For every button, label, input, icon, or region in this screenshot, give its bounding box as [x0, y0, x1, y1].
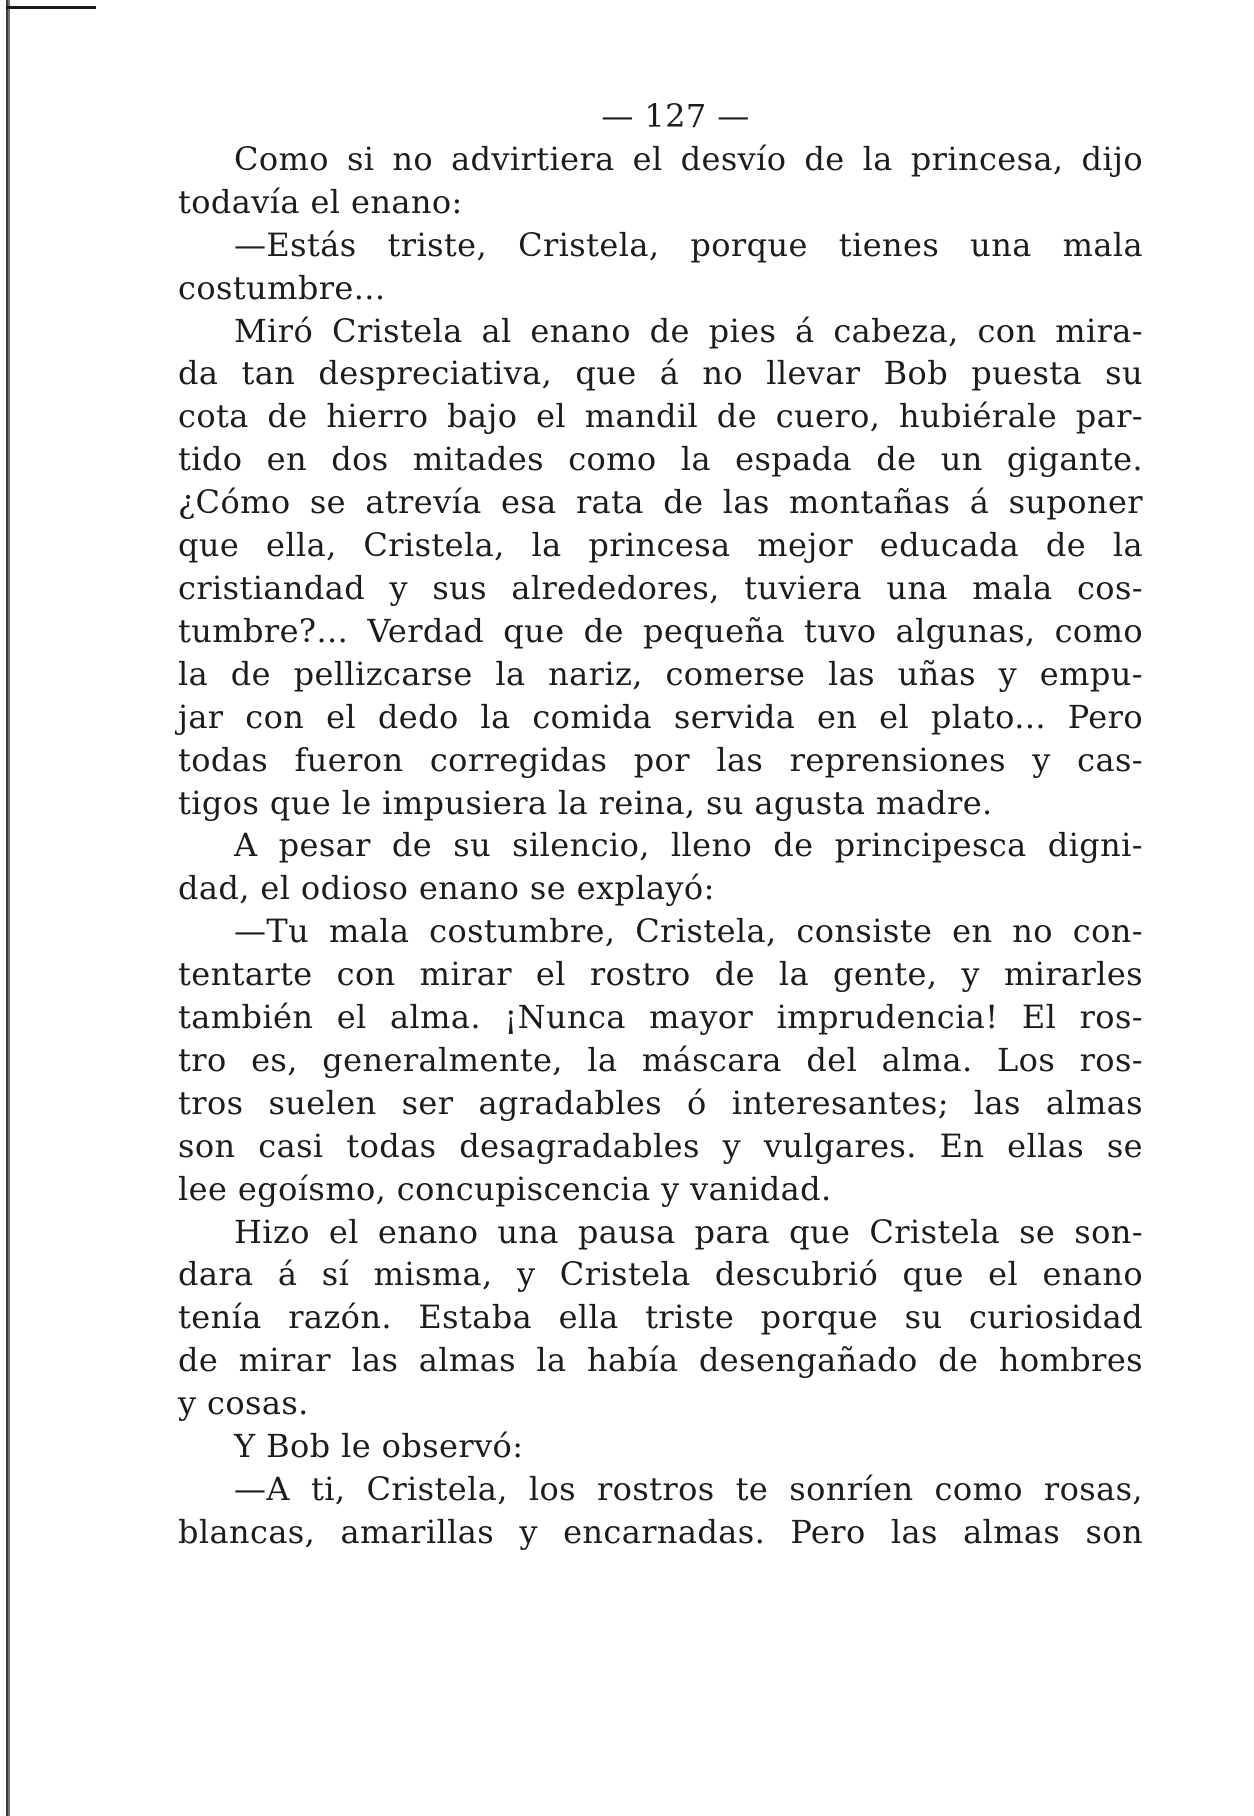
text-line: todas fueron corregidas por las reprensiones y cas-: [178, 740, 1143, 779]
text-line: tros suelen ser agradables ó interesantes; las almas: [178, 1083, 1143, 1122]
text-line: ¿Cómo se atrevía esa rata de las montañas á suponer: [178, 483, 1143, 522]
text-line: Como si no advirtiera el desvío de la princesa, dijo: [234, 139, 1143, 178]
binding-edge: [6, 0, 12, 1816]
text-line: también el alma. ¡Nunca mayor imprudencia! El ros-: [178, 998, 1143, 1037]
text-line: tigos que le impusiera la reina, su agusta madre.: [178, 783, 993, 822]
text-line: —Estás triste, Cristela, porque tienes una mala: [234, 225, 1143, 264]
text-line: A pesar de su silencio, lleno de principesca digni-: [234, 826, 1143, 865]
text-line: que ella, Cristela, la princesa mejor educada de la: [178, 526, 1143, 565]
text-line: costumbre...: [178, 268, 386, 307]
text-line: dara á sí misma, y Cristela descubrió que el enano: [178, 1255, 1143, 1294]
page-number: — 127 —: [601, 97, 750, 135]
text-line: todavía el enano:: [178, 182, 463, 221]
text-line: tentarte con mirar el rostro de la gente, y mirarles: [178, 955, 1143, 994]
text-line: jar con el dedo la comida servida en el plato... Pero: [178, 697, 1143, 736]
text-line: —Tu mala costumbre, Cristela, consiste en no con-: [234, 912, 1143, 951]
text-line: da tan despreciativa, que á no llevar Bob puesta su: [178, 354, 1143, 393]
text-line: de mirar las almas la había desengañado de hombres: [178, 1341, 1143, 1380]
text-line: Miró Cristela al enano de pies á cabeza, con mira-: [234, 311, 1143, 350]
text-line: tumbre?... Verdad que de pequeña tuvo algunas, como: [178, 611, 1143, 650]
text-line: cristiandad y sus alrededores, tuviera una mala cos-: [178, 568, 1143, 607]
text-line: tido en dos mitades como la espada de un gigante.: [178, 440, 1143, 479]
text-line: tenía razón. Estaba ella triste porque su curiosidad: [178, 1298, 1143, 1337]
text-line: Hizo el enano una pausa para que Cristela se son-: [234, 1212, 1143, 1251]
page-text-block: [178, 95, 1143, 1554]
text-line: blancas, amarillas y encarnadas. Pero las almas son: [178, 1512, 1143, 1551]
text-line: tro es, generalmente, la máscara del alma. Los ros-: [178, 1040, 1143, 1079]
text-lines: [178, 138, 1143, 1554]
text-line: lee egoísmo, concupiscencia y vanidad.: [178, 1169, 832, 1208]
binding-corner: [6, 6, 96, 9]
text-line: son casi todas desagradables y vulgares. En ellas se: [178, 1126, 1143, 1165]
text-line: la de pellizcarse la nariz, comerse las uñas y empu-: [178, 654, 1143, 693]
text-line: y cosas.: [178, 1384, 309, 1423]
text-line: cota de hierro bajo el mandil de cuero, hubiérale par-: [178, 397, 1143, 436]
text-line: Y Bob le observó:: [234, 1427, 524, 1466]
text-line: dad, el odioso enano se explayó:: [178, 869, 715, 908]
text-line: —A ti, Cristela, los rostros te sonríen como rosas,: [234, 1470, 1143, 1508]
